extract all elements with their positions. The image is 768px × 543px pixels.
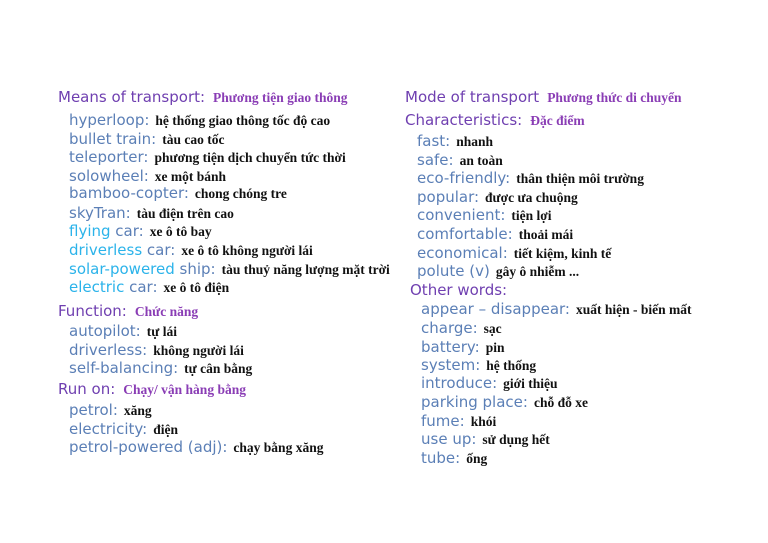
vocab-item: convenient: tiện lợi — [417, 206, 552, 224]
section-heading-mode-of-transport: Mode of transport Phương thức di chuyển — [405, 88, 682, 106]
vocab-item: self-balancing: tự cân bằng — [69, 359, 253, 377]
vocab-item: safe: an toàn — [417, 151, 503, 169]
vocab-item: charge: sạc — [421, 319, 502, 337]
vocab-item: bamboo-copter: chong chóng tre — [69, 184, 287, 202]
vocab-item: fast: nhanh — [417, 132, 494, 150]
vocab-item: solar-powered ship: tàu thuỷ năng lượng mặt trời — [69, 260, 390, 278]
vocab-item: driverless car: xe ô tô không người lái — [69, 241, 313, 259]
vocab-item: introduce: giới thiệu — [421, 374, 558, 392]
vocab-item: economical: tiết kiệm, kinh tế — [417, 244, 612, 262]
section-heading-function: Function: Chức năng — [58, 302, 199, 320]
vocab-item: tube: ống — [421, 449, 488, 467]
section-heading-means-of-transport: Means of transport: Phương tiện giao thông — [58, 88, 348, 106]
vocab-item: polute (v) gây ô nhiễm ... — [417, 262, 580, 280]
vocab-item: petrol-powered (adj): chạy bằng xăng — [69, 438, 324, 456]
vocab-item: hyperloop: hệ thống giao thông tốc độ cao — [69, 111, 331, 129]
vocab-item: teleporter: phương tiện dịch chuyển tức thời — [69, 148, 346, 166]
vocab-item: flying car: xe ô tô bay — [69, 222, 212, 240]
vocab-item: comfortable: thoải mái — [417, 225, 574, 243]
vocab-item: battery: pin — [421, 338, 505, 356]
vocab-item: solowheel: xe một bánh — [69, 167, 227, 185]
vocab-item: system: hệ thống — [421, 356, 537, 374]
vocab-item: electricity: điện — [69, 420, 178, 438]
vocab-item: autopilot: tự lái — [69, 322, 177, 340]
vocab-item: eco-friendly: thân thiện môi trường — [417, 169, 644, 187]
vocab-item: fume: khói — [421, 412, 497, 430]
vocab-item: parking place: chỗ đỗ xe — [421, 393, 588, 411]
vocab-item: petrol: xăng — [69, 401, 152, 419]
vocab-item: electric car: xe ô tô điện — [69, 278, 230, 296]
section-heading-run-on: Run on: Chạy/ vận hàng bằng — [58, 380, 246, 398]
vocab-item: use up: sử dụng hết — [421, 430, 550, 448]
vocab-item: driverless: không người lái — [69, 341, 244, 359]
vocab-item: appear – disappear: xuất hiện - biến mất — [421, 300, 692, 318]
section-heading-other-words: Other words: — [410, 281, 508, 299]
vocab-item: popular: được ưa chuộng — [417, 188, 578, 206]
vocab-item: bullet train: tàu cao tốc — [69, 130, 225, 148]
vocab-item: skyTran: tàu điện trên cao — [69, 204, 234, 222]
section-heading-characteristics: Characteristics: Đặc điểm — [405, 111, 585, 129]
